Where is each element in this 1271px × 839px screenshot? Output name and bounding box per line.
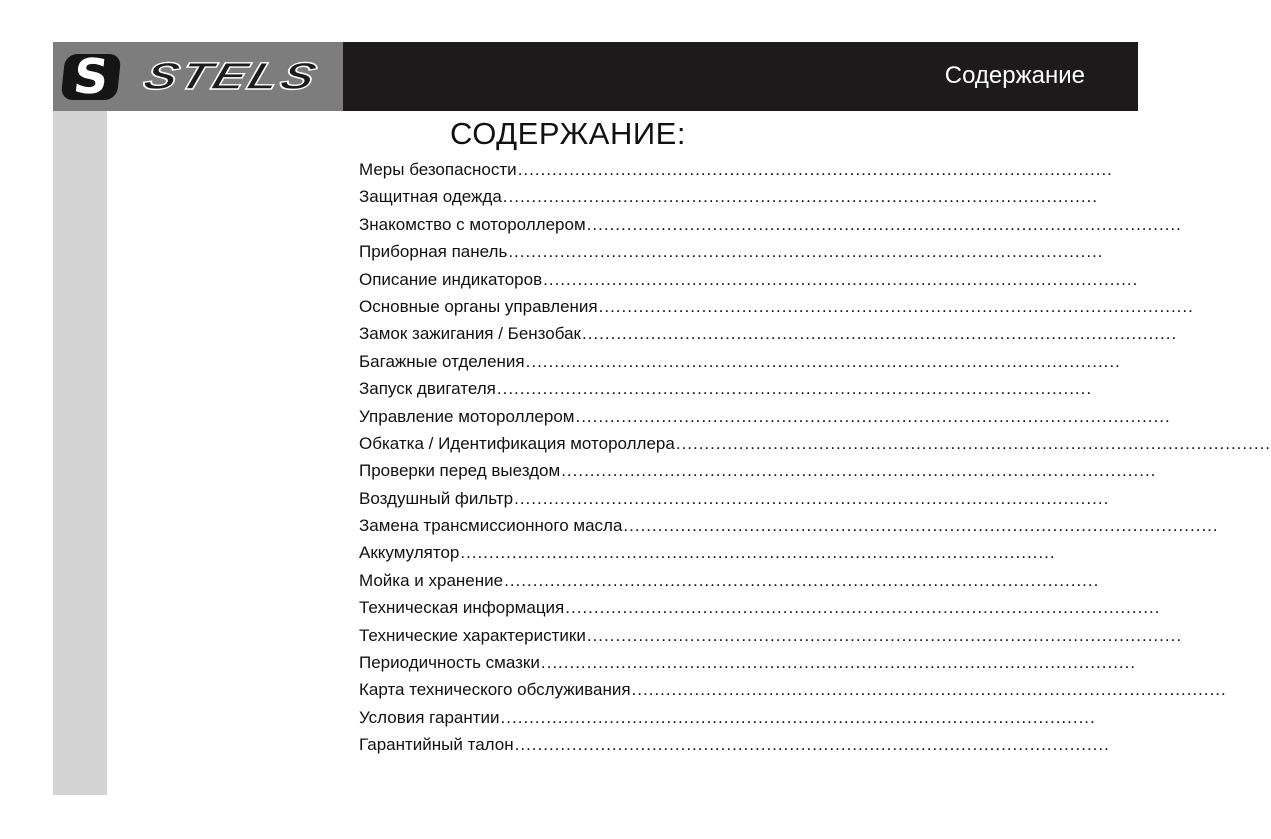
toc-entry-label: Описание индикаторов	[359, 269, 543, 289]
dot-leader: ........................................................................................................	[514, 735, 1110, 755]
dot-leader: ........................................................................................................	[586, 214, 1182, 234]
toc-entry[interactable]	[359, 348, 1121, 375]
dot-leader: ........................................................................................................	[504, 570, 1100, 590]
toc-entry[interactable]	[359, 704, 1096, 731]
toc-entry-label: Основные органы управления	[359, 296, 598, 316]
toc-entry-label: Гарантийный талон	[359, 735, 514, 755]
dot-leader: ........................................................................................................	[575, 406, 1171, 426]
dot-leader: ........................................................................................................	[540, 653, 1137, 673]
toc-entry-label: Управление мотороллером	[359, 406, 575, 426]
toc-entry[interactable]	[359, 375, 1093, 402]
toc-entry-label: Знакомство с мотороллером	[359, 214, 586, 234]
dot-leader: ........................................................................................................	[517, 160, 1113, 179]
toc-entry-label: Техническая информация	[359, 598, 565, 618]
toc-entry[interactable]	[359, 320, 1178, 347]
toc-entry[interactable]	[359, 567, 1100, 594]
dot-leader: ........................................................................................................	[514, 488, 1110, 508]
toc-entry-label: Меры безопасности	[359, 160, 517, 179]
toc-entry-label: Периодичность смазки	[359, 653, 540, 673]
dot-leader: ........................................................................................................	[586, 625, 1183, 645]
dot-leader: ........................................................................................................	[543, 269, 1139, 289]
dot-leader: ........................................................................................................	[496, 379, 1093, 399]
toc-entry[interactable]	[359, 156, 1113, 183]
page-title: СОДЕРЖАНИЕ:	[450, 116, 686, 151]
section-title: Содержание	[944, 62, 1085, 89]
dot-leader: ........................................................................................................	[598, 296, 1194, 316]
toc-entry[interactable]	[359, 403, 1171, 430]
toc-entry-label: Условия гарантии	[359, 707, 500, 727]
toc-entry-label: Проверки перед выездом	[359, 461, 561, 481]
toc-entry[interactable]	[359, 731, 1110, 758]
sidebar-strip	[53, 111, 107, 795]
toc-entry[interactable]	[359, 430, 1271, 457]
dot-leader: ........................................................................................................	[561, 461, 1157, 481]
toc-entry-label: Запуск двигателя	[359, 379, 496, 399]
toc-entry[interactable]	[359, 211, 1182, 238]
toc-entry-label: Карта технического обслуживания	[359, 680, 631, 700]
toc-entry-label: Защитная одежда	[359, 187, 502, 207]
dot-leader: ........................................................................................................	[581, 324, 1178, 344]
toc-entry[interactable]	[359, 266, 1139, 293]
toc-entry[interactable]	[359, 512, 1219, 539]
toc-entry-label: Замок зажигания / Бензобак	[359, 324, 581, 344]
toc-entry[interactable]	[359, 485, 1110, 512]
toc-entry[interactable]	[359, 676, 1227, 703]
toc-entry-label: Аккумулятор	[359, 543, 460, 563]
dot-leader: ........................................................................................................	[508, 242, 1104, 262]
dot-leader: ........................................................................................................	[460, 543, 1056, 563]
toc-entry[interactable]	[359, 457, 1157, 484]
toc-entry[interactable]	[359, 649, 1137, 676]
toc-entry-label: Багажные отделения	[359, 351, 525, 371]
table-of-contents	[359, 156, 1271, 759]
toc-entry-label: Мойка и хранение	[359, 570, 504, 590]
dot-leader: ........................................................................................................	[525, 351, 1121, 371]
toc-entry[interactable]	[359, 539, 1056, 566]
toc-entry-label: Замена трансмиссионного масла	[359, 516, 623, 536]
toc-entry[interactable]	[359, 183, 1098, 210]
toc-entry-label: Технические характеристики	[359, 625, 586, 645]
toc-entry-label: Обкатка / Идентификация мотороллера	[359, 433, 675, 453]
toc-entry[interactable]	[359, 622, 1183, 649]
dot-leader: ........................................................................................................	[631, 680, 1227, 700]
dot-leader: ........................................................................................................	[500, 707, 1096, 727]
dot-leader: ........................................................................................................	[623, 516, 1219, 536]
dot-leader: ........................................................................................................	[502, 187, 1098, 207]
toc-entry-label: Воздушный фильтр	[359, 488, 514, 508]
toc-entry[interactable]	[359, 293, 1194, 320]
dot-leader: ........................................................................................................	[565, 598, 1161, 618]
stels-logo	[53, 42, 343, 111]
logo-wordmark: STELS	[138, 56, 325, 98]
toc-entry[interactable]	[359, 238, 1104, 265]
page-header	[53, 42, 1138, 111]
toc-entry-label: Приборная панель	[359, 242, 508, 262]
dot-leader: ........................................................................................................	[675, 433, 1271, 453]
toc-entry[interactable]	[359, 594, 1161, 621]
logo-s-icon: S	[61, 54, 122, 100]
